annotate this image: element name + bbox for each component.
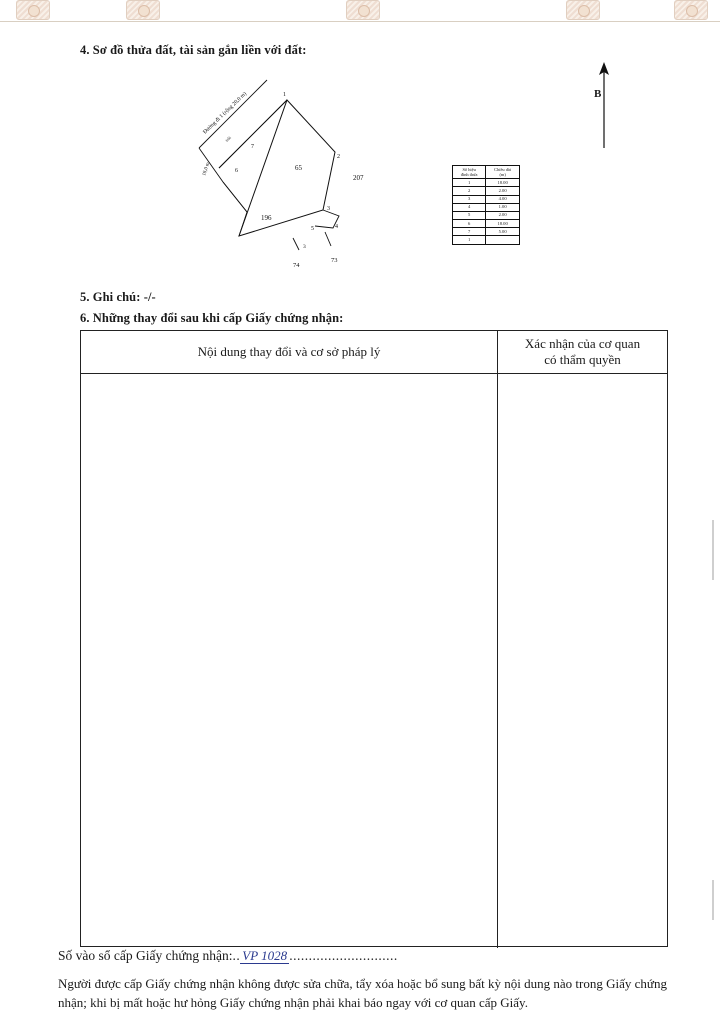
column-divider (497, 374, 498, 948)
ornament-icon (668, 0, 714, 24)
road-sublabel: trải (224, 135, 232, 143)
cell-point: 1 (453, 236, 486, 244)
vertex-label-3b: 3 (303, 244, 306, 250)
page-edge-mark (712, 520, 714, 580)
changes-table (80, 330, 668, 947)
changes-table-header (81, 331, 667, 374)
legend-header-point: Số hiệu đỉnh thửa (453, 166, 486, 179)
cell-point: 1 (453, 179, 486, 187)
cell-point: 5 (453, 211, 486, 219)
cell-length: 2.00 (486, 211, 520, 219)
vertex-label-4: 4 (335, 224, 338, 230)
table-header-row (453, 166, 520, 179)
register-number-value: VP 1028 (242, 948, 288, 963)
cell-length (486, 236, 520, 244)
ornament-icon (560, 0, 606, 24)
left-edge-length: 18,0 m (202, 161, 212, 177)
ornament-icon (340, 0, 386, 24)
table-row (453, 187, 520, 195)
section-6-heading: 6. Những thay đổi sau khi cấp Giấy chứng nhận: (80, 311, 344, 325)
cell-point: 4 (453, 203, 486, 211)
cell-length: 18.00 (486, 179, 520, 187)
cell-length: 18.00 (486, 220, 520, 228)
vertex-label-6: 6 (235, 168, 238, 174)
changes-col-content-header: Nội dung thay đổi và cơ sở pháp lý (197, 343, 381, 359)
certificate-register-line (58, 948, 398, 964)
table-row (453, 211, 520, 219)
cell-point: 3 (453, 195, 486, 203)
cell-length: 5.00 (486, 228, 520, 236)
changes-table-body[interactable] (81, 374, 667, 948)
table-row (453, 195, 520, 203)
footer-warning-note: Người được cấp Giấy chứng nhận không được sửa chữa, tẩy xóa hoặc bổ sung bất kỳ nội dung nào trong Giấy chứng nhận; khi bị mất hoặc hư hỏng Giấy chứng nhận phải khai báo ngay với cơ quan cấp Giấy. (58, 976, 667, 1010)
confirm-header-line1: Xác nhận của cơ quan (524, 335, 641, 351)
parcel-number: 65 (295, 164, 302, 172)
vertex-label-7: 7 (251, 144, 254, 150)
changes-col-confirm-header (498, 331, 667, 373)
cell-length: 2.00 (486, 187, 520, 195)
page-edge-mark (712, 880, 714, 920)
table-row (453, 179, 520, 187)
decorative-top-border (0, 0, 720, 24)
legend-header-length: Chiều dài (m) (486, 166, 520, 179)
table-row (453, 203, 520, 211)
table-row (453, 220, 520, 228)
neighbor-parcel-74: 74 (293, 262, 300, 269)
cell-point: 7 (453, 228, 486, 236)
vertex-label-2: 2 (337, 154, 340, 160)
vertex-label-5: 5 (311, 226, 314, 232)
north-label: B (594, 88, 602, 100)
section-4-heading: 4. Sơ đồ thửa đất, tài sản gắn liền với đất: (80, 43, 307, 57)
vertex-length-table (452, 165, 520, 245)
neighbor-parcel-207: 207 (353, 174, 364, 182)
leader-dots: .. (232, 948, 241, 963)
vertex-label-3: 3 (327, 206, 330, 212)
vertex-label-1: 1 (283, 92, 286, 98)
table-row (453, 236, 520, 244)
north-arrow-icon (586, 62, 622, 152)
table-row (453, 228, 520, 236)
neighbor-parcel-196: 196 (261, 214, 272, 222)
leader-dots-tail: ............................ (289, 948, 398, 963)
register-label: Số vào sổ cấp Giấy chứng nhận: (58, 948, 233, 963)
section-5-note: 5. Ghi chú: -/- (80, 290, 156, 304)
cell-length: 4.00 (486, 195, 520, 203)
neighbor-parcel-73: 73 (331, 257, 338, 264)
ornament-icon (120, 0, 166, 24)
cell-point: 2 (453, 187, 486, 195)
confirm-header-line2: có thẩm quyền (544, 352, 621, 367)
road-label: Đường đi 1 (rộng 20,0 m) (202, 90, 249, 136)
cell-length: 1.00 (486, 203, 520, 211)
ornament-icon (10, 0, 56, 24)
cell-point: 6 (453, 220, 486, 228)
